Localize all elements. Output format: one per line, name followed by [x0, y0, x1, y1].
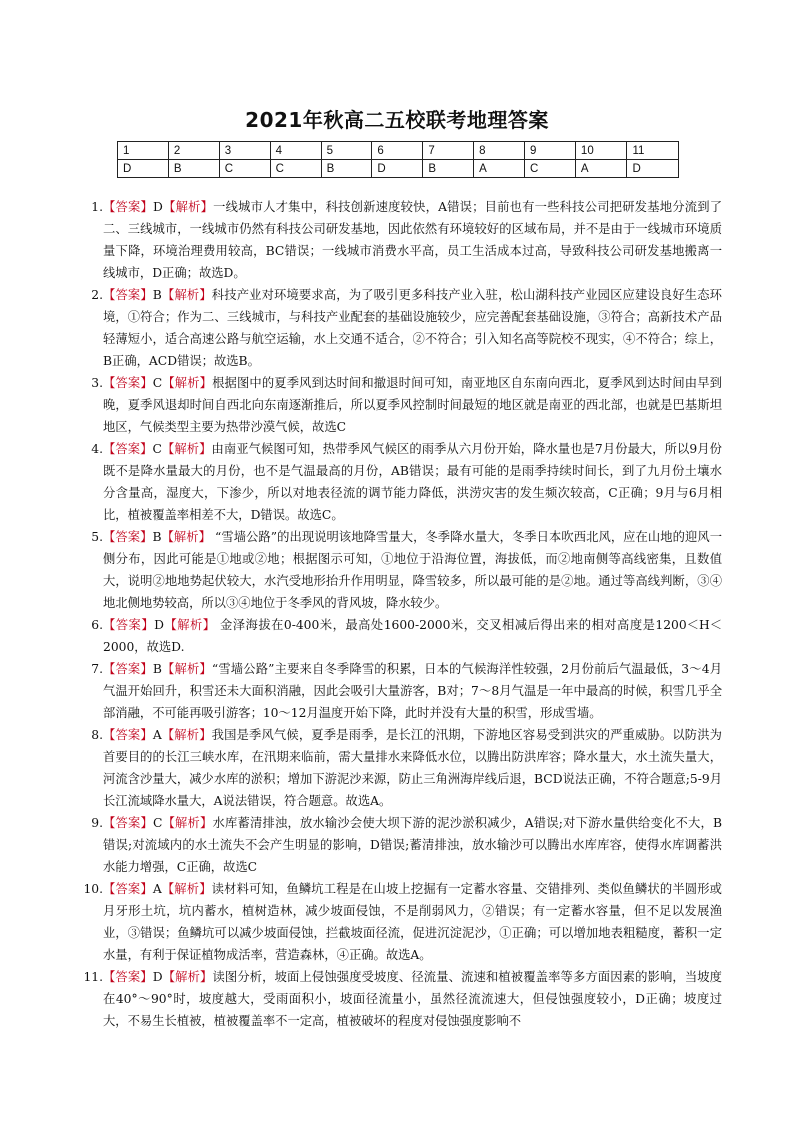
answer-cell: D	[372, 160, 423, 178]
item-text: 由南亚气候图可知，热带季风气候区的雨季从六月份开始，降水量也是7月份最大，所以9月份既不是降水量最大的月份，也不是气温最高的月份，AB错误；最有可能的是雨季持续时间长，到了九月份土壤水分含量高，湿度大，下渗少，所以对地表径流的调节能力降低，洪涝灾害的发生频次较高，C正确；9月与6月相比，植被覆盖率相差不大，D错误。故选C。	[103, 442, 722, 522]
analysis-label: 【解析】	[162, 200, 214, 214]
answer-label: 【答案】	[103, 530, 153, 544]
item-text: “雪墙公路”主要来自冬季降雪的积累，日本的气候海洋性较强，2月份前后气温最低，3～4月气温开始回升，积雪还未大面积消融，因此会吸引大量游客，B对；7～8月气温是一年中最高的时候，积雪几乎全部消融，不可能再吸引游客；10～12月温度开始下降，此时并没有大量的积雪，形成雪墙。	[103, 662, 722, 720]
answer-label: 【答案】	[103, 970, 153, 984]
answer-label: 【答案】	[103, 816, 153, 830]
item-number: 1.	[91, 200, 103, 214]
analysis-label: 【解析】	[162, 376, 213, 390]
explanation-item	[76, 724, 722, 812]
explanation-item	[76, 966, 722, 1032]
answer-cell: C	[525, 160, 576, 178]
item-answer: D	[153, 200, 163, 214]
answer-cell: B	[423, 160, 474, 178]
question-number-cell: 7	[423, 142, 474, 160]
page-title: 2021年秋高二五校联考地理答案	[245, 108, 549, 132]
answer-label: 【答案】	[103, 200, 154, 214]
item-number: 3.	[91, 376, 103, 390]
item-number: 5.	[91, 530, 103, 544]
answer-cell: C	[219, 160, 270, 178]
analysis-label: 【解析】	[161, 530, 212, 544]
answer-label: 【答案】	[103, 618, 155, 632]
item-number: 7.	[91, 662, 103, 676]
question-number-cell: 1	[118, 142, 169, 160]
explanation-list	[76, 196, 722, 1032]
item-number: 4.	[91, 442, 103, 456]
analysis-label: 【解析】	[161, 288, 212, 302]
question-number-cell: 10	[575, 142, 627, 160]
answer-cell: A	[474, 160, 525, 178]
item-answer: B	[152, 662, 162, 676]
explanation-item	[76, 438, 722, 526]
question-number-cell: 5	[321, 142, 372, 160]
question-number-cell: 11	[627, 142, 679, 160]
answer-cell: A	[575, 160, 627, 178]
item-number: 8.	[91, 728, 103, 742]
item-answer: C	[152, 376, 163, 390]
answer-table	[117, 141, 679, 178]
answer-label: 【答案】	[103, 882, 153, 896]
explanation-item	[76, 526, 722, 614]
item-text: 一线城市人才集中，科技创新速度较快，A错误；目前也有一些科技公司把研发基地分流到了二、三线城市，一线城市仍然有科技公司研发基地，因此依然有环境较好的区域布局，并不是由于一线城市环境质量下降，环境治理费用较高，BC错误；一线城市消费水平高，员工生活成本过高，导致科技公司研发基地搬离一线城市，D正确；故选D。	[103, 200, 722, 280]
item-number: 6.	[91, 618, 103, 632]
answer-cell: B	[321, 160, 372, 178]
answer-cell: C	[270, 160, 321, 178]
question-number-cell: 4	[270, 142, 321, 160]
answer-label: 【答案】	[103, 288, 153, 302]
item-number: 11.	[83, 970, 103, 984]
item-number: 2.	[91, 288, 103, 302]
question-number-cell: 8	[474, 142, 525, 160]
answer-cell: D	[118, 160, 169, 178]
item-text: 金泽海拔在0-400米，最高处1600-2000米，交叉相减后得出来的相对高度是1200＜H＜2000，故选D.	[103, 618, 722, 654]
explanation-item	[76, 284, 722, 372]
explanation-item	[76, 658, 722, 724]
item-text: 我国是季风气候，夏季是雨季，是长江的汛期，下游地区容易受到洪灾的严重威胁。以防洪为首要目的的长江三峡水库，在汛期来临前，需大量排水来降低水位，以腾出防洪库容；降水量大，水土流失量大，河流含沙量大，减少水库的淤积；增加下游泥沙来源，防止三角洲海岸线后退，BCD说法正确，不符合题意;5-9月长江流域降水量大，A说法错误，符合题意。故选A。	[103, 728, 722, 808]
item-text: 读材料可知，鱼鳞坑工程是在山坡上挖掘有一定蓄水容量、交错排列、类似鱼鳞状的半圆形或月牙形土坑，坑内蓄水，植树造林，减少坡面侵蚀，不是削弱风力，②错误；有一定蓄水容量，但不足以发展渔业，③错误；鱼鳞坑可以减少坡面侵蚀，拦截坡面径流，促进沉淀泥沙，①正确；可以增加地表粗糙度，蓄积一定水量，有利于保证植物成活率，营造森林，④正确。故选A。	[103, 882, 722, 962]
question-number-cell: 3	[219, 142, 270, 160]
item-answer: A	[152, 882, 162, 896]
explanation-item	[76, 196, 722, 284]
item-text: 科技产业对环境要求高，为了吸引更多科技产业入驻，松山湖科技产业园区应建设良好生态环境，①符合；作为二、三线城市，与科技产业配套的基础设施较少，应完善配套基础设施，③符合；高新技术产品轻薄短小，适合高速公路与航空运输，水上交通不适合，②不符合；引入知名高等院校不现实，④不符合；综上，B正确，ACD错误；故选B。	[103, 288, 722, 368]
item-answer: A	[152, 728, 162, 742]
answer-table-number-row	[118, 142, 679, 160]
item-number: 10.	[83, 882, 103, 896]
analysis-label: 【解析】	[163, 618, 216, 632]
question-number-cell: 6	[372, 142, 423, 160]
answer-cell: D	[627, 160, 679, 178]
item-answer: C	[152, 442, 162, 456]
item-answer: D	[152, 970, 163, 984]
item-text: 根据图中的夏季风到达时间和撤退时间可知，南亚地区自东南向西北，夏季风到达时间由早到晚，夏季风退却时间自西北向东南逐渐推后，所以夏季风控制时间最短的地区就是南亚的西北部，也就是巴基斯坦地区，气候类型主要为热带沙漠气候，故选C	[103, 376, 722, 434]
answer-table-answer-row	[118, 160, 679, 178]
analysis-label: 【解析】	[161, 882, 212, 896]
item-answer: B	[152, 530, 162, 544]
explanation-item	[76, 812, 722, 878]
answer-label: 【答案】	[103, 376, 153, 390]
explanation-item	[76, 878, 722, 966]
answer-cell: B	[168, 160, 219, 178]
item-text: 读图分析，坡面上侵蚀强度受坡度、径流量、流速和植被覆盖率等多方面因素的影响，当坡度在40°～90°时，坡度越大，受雨面积小，坡面径流量小，虽然径流流速大，但侵蚀强度较小，D正确；坡度过大，不易生长植被，植被覆盖率不一定高，植被破坏的程度对侵蚀强度影响不	[103, 970, 722, 1028]
explanation-item	[76, 372, 722, 438]
question-number-cell: 2	[168, 142, 219, 160]
item-answer: C	[152, 816, 163, 830]
item-answer: D	[154, 618, 164, 632]
item-answer: B	[152, 288, 162, 302]
answer-label: 【答案】	[103, 728, 153, 742]
analysis-label: 【解析】	[161, 662, 212, 676]
analysis-label: 【解析】	[161, 442, 212, 456]
answer-label: 【答案】	[103, 662, 153, 676]
analysis-label: 【解析】	[162, 970, 213, 984]
question-number-cell: 9	[525, 142, 576, 160]
item-number: 9.	[91, 816, 103, 830]
item-text: 水库蓄清排浊，放水输沙会使大坝下游的泥沙淤积减少，A错误;对下游水量供给变化不大，B错误;对流域内的水土流失不会产生明显的影响，D错误;蓄清排浊，放水输沙可以腾出水库库容，使得水库调蓄洪水能力增强，C正确，故选C	[103, 816, 722, 874]
item-text: “雪墙公路”的出现说明该地降雪量大，冬季降水量大，冬季日本吹西北风，应在山地的迎风一侧分布，因此可能是①地或②地；根据图示可知，①地位于沿海位置，海拔低，而②地南侧等高线密集，且数值大，说明②地地势起伏较大，水汽受地形抬升作用明显，降雪较多，所以最可能的是②地。通过等高线判断，③④地北侧地势较高，所以③④地位于冬季风的背风坡，降水较少。	[103, 530, 722, 610]
analysis-label: 【解析】	[161, 728, 212, 742]
answer-label: 【答案】	[103, 442, 153, 456]
explanation-item	[76, 614, 722, 658]
analysis-label: 【解析】	[162, 816, 213, 830]
